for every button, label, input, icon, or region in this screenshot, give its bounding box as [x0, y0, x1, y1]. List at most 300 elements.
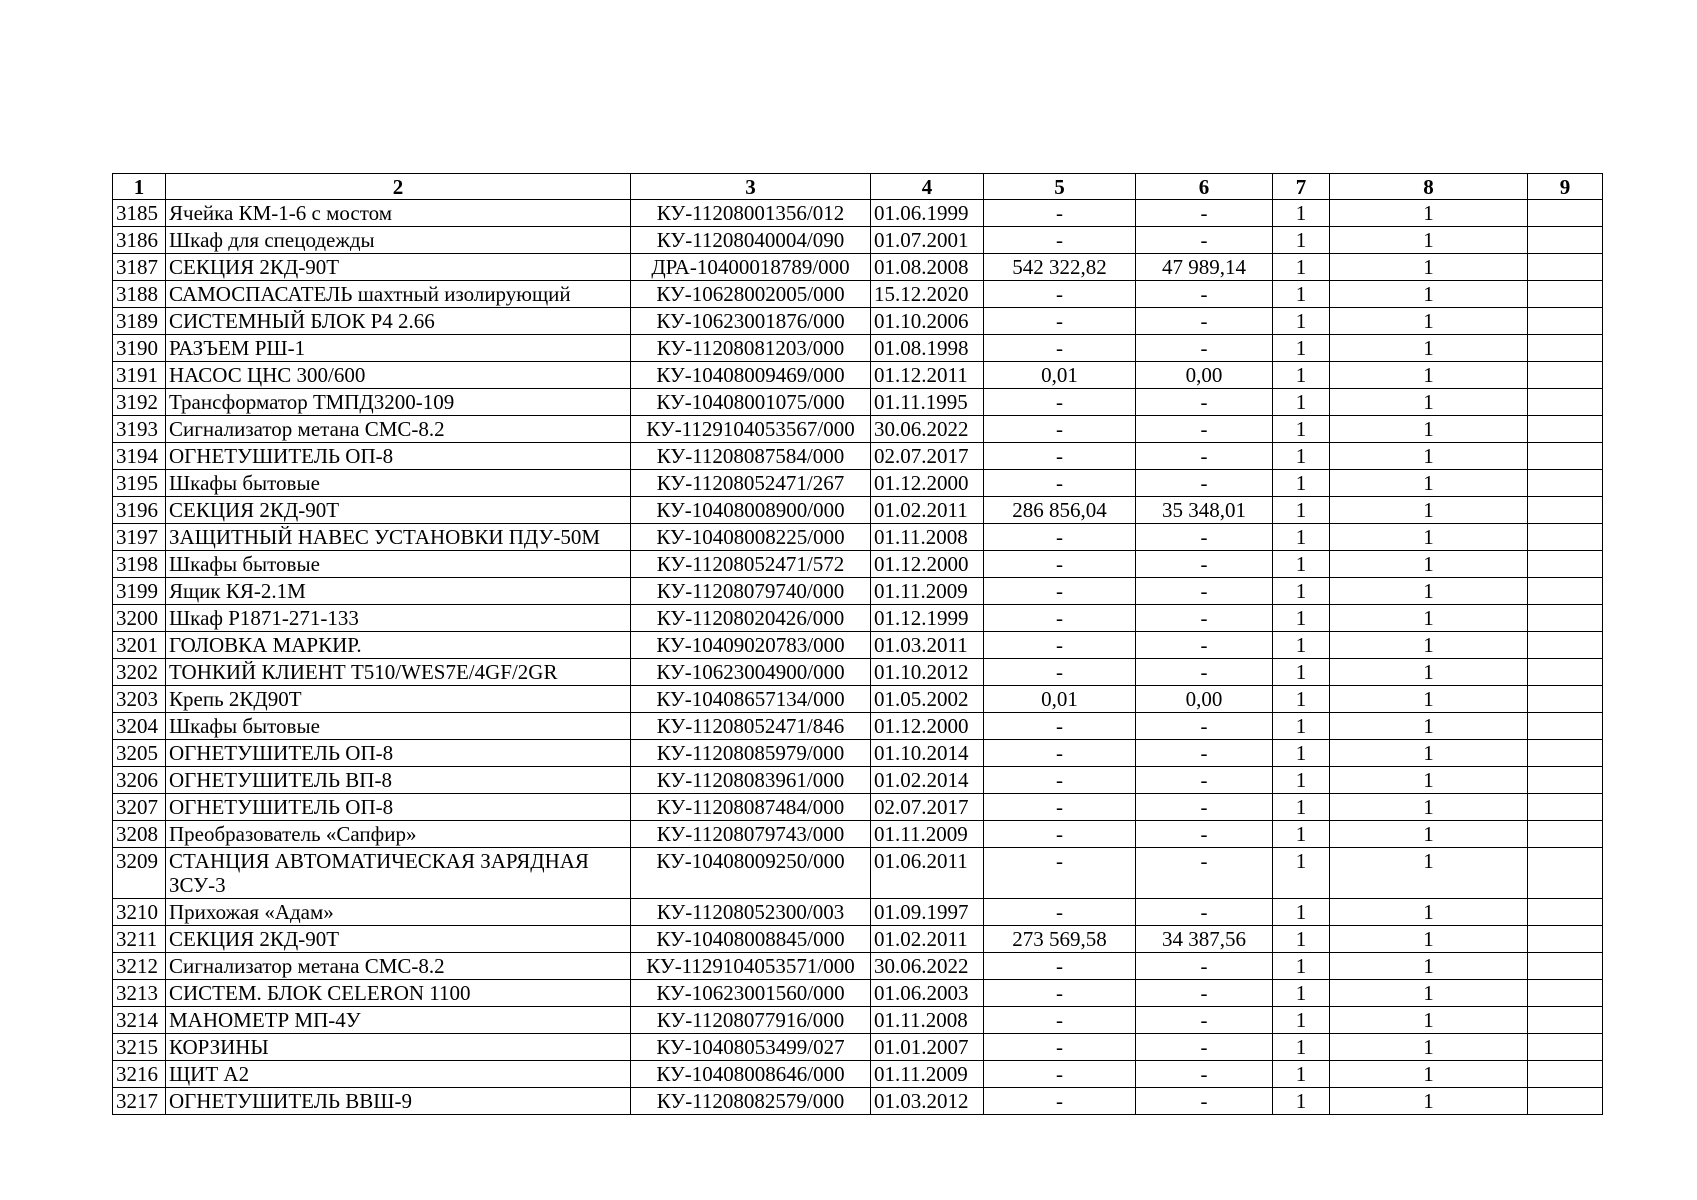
value-col-8: 1 — [1330, 416, 1528, 443]
value-col-7: 1 — [1273, 1061, 1330, 1088]
date: 15.12.2020 — [871, 281, 984, 308]
value-col-9 — [1528, 389, 1603, 416]
item-name: РАЗЪЕМ РШ-1 — [166, 335, 631, 362]
value-col-6: - — [1136, 443, 1273, 470]
value-col-7: 1 — [1273, 443, 1330, 470]
value-col-5: - — [984, 416, 1136, 443]
column-header: 5 — [984, 174, 1136, 200]
table-row — [113, 953, 1603, 980]
value-col-9 — [1528, 713, 1603, 740]
inventory-number: КУ-11208077916/000 — [631, 1007, 871, 1034]
value-col-7: 1 — [1273, 686, 1330, 713]
item-name: Шкаф для спецодежды — [166, 227, 631, 254]
value-col-5: - — [984, 605, 1136, 632]
date: 01.02.2011 — [871, 926, 984, 953]
value-col-6: - — [1136, 794, 1273, 821]
row-number: 3187 — [113, 254, 166, 281]
value-col-9 — [1528, 848, 1603, 899]
row-number: 3210 — [113, 899, 166, 926]
value-col-9 — [1528, 659, 1603, 686]
value-col-8: 1 — [1330, 254, 1528, 281]
date: 01.02.2011 — [871, 497, 984, 524]
value-col-5: - — [984, 740, 1136, 767]
table-row — [113, 335, 1603, 362]
inventory-number: КУ-11208081203/000 — [631, 335, 871, 362]
value-col-8: 1 — [1330, 767, 1528, 794]
row-number: 3189 — [113, 308, 166, 335]
inventory-number: КУ-10623001560/000 — [631, 980, 871, 1007]
value-col-5: 286 856,04 — [984, 497, 1136, 524]
inventory-number: КУ-10408001075/000 — [631, 389, 871, 416]
value-col-8: 1 — [1330, 605, 1528, 632]
column-header: 2 — [166, 174, 631, 200]
inventory-number: КУ-10409020783/000 — [631, 632, 871, 659]
date: 01.07.2001 — [871, 227, 984, 254]
table-row — [113, 200, 1603, 227]
row-number: 3205 — [113, 740, 166, 767]
value-col-7: 1 — [1273, 524, 1330, 551]
value-col-9 — [1528, 254, 1603, 281]
row-number: 3195 — [113, 470, 166, 497]
value-col-8: 1 — [1330, 200, 1528, 227]
value-col-9 — [1528, 335, 1603, 362]
date: 30.06.2022 — [871, 953, 984, 980]
table-row — [113, 308, 1603, 335]
value-col-9 — [1528, 926, 1603, 953]
inventory-number: КУ-11208079743/000 — [631, 821, 871, 848]
value-col-7: 1 — [1273, 497, 1330, 524]
value-col-5: - — [984, 1061, 1136, 1088]
table-row — [113, 551, 1603, 578]
date: 01.11.2009 — [871, 1061, 984, 1088]
value-col-8: 1 — [1330, 1007, 1528, 1034]
item-name: Прихожая «Адам» — [166, 899, 631, 926]
inventory-number: КУ-10623001876/000 — [631, 308, 871, 335]
table-row — [113, 497, 1603, 524]
value-col-9 — [1528, 605, 1603, 632]
value-col-7: 1 — [1273, 632, 1330, 659]
value-col-5: - — [984, 659, 1136, 686]
column-header: 9 — [1528, 174, 1603, 200]
item-name: Крепь 2КД90Т — [166, 686, 631, 713]
value-col-5: - — [984, 713, 1136, 740]
inventory-number: КУ-10623004900/000 — [631, 659, 871, 686]
date: 01.11.2008 — [871, 524, 984, 551]
row-number: 3192 — [113, 389, 166, 416]
item-name: СИСТЕМ. БЛОК CELERON 1100 — [166, 980, 631, 1007]
date: 01.11.2008 — [871, 1007, 984, 1034]
value-col-8: 1 — [1330, 686, 1528, 713]
date: 01.10.2014 — [871, 740, 984, 767]
value-col-6: - — [1136, 1034, 1273, 1061]
row-number: 3204 — [113, 713, 166, 740]
inventory-number: КУ-10628002005/000 — [631, 281, 871, 308]
item-name: Шкаф Р1871-271-133 — [166, 605, 631, 632]
row-number: 3188 — [113, 281, 166, 308]
value-col-6: - — [1136, 416, 1273, 443]
row-number: 3212 — [113, 953, 166, 980]
value-col-7: 1 — [1273, 740, 1330, 767]
value-col-7: 1 — [1273, 227, 1330, 254]
value-col-6: - — [1136, 632, 1273, 659]
inventory-number: КУ-11208052471/846 — [631, 713, 871, 740]
value-col-8: 1 — [1330, 497, 1528, 524]
value-col-8: 1 — [1330, 578, 1528, 605]
value-col-7: 1 — [1273, 848, 1330, 899]
inventory-number: КУ-11208052300/003 — [631, 899, 871, 926]
column-header: 6 — [1136, 174, 1273, 200]
item-name: Шкафы бытовые — [166, 713, 631, 740]
value-col-9 — [1528, 794, 1603, 821]
table-row — [113, 1088, 1603, 1115]
value-col-5: - — [984, 821, 1136, 848]
date: 01.11.1995 — [871, 389, 984, 416]
date: 01.12.1999 — [871, 605, 984, 632]
date: 01.12.2000 — [871, 713, 984, 740]
item-name: Сигнализатор метана СМС-8.2 — [166, 416, 631, 443]
date: 01.06.1999 — [871, 200, 984, 227]
item-name: КОРЗИНЫ — [166, 1034, 631, 1061]
value-col-5: - — [984, 281, 1136, 308]
item-name: Шкафы бытовые — [166, 470, 631, 497]
item-name: НАСОС ЦНС 300/600 — [166, 362, 631, 389]
value-col-6: - — [1136, 713, 1273, 740]
value-col-9 — [1528, 632, 1603, 659]
value-col-8: 1 — [1330, 335, 1528, 362]
row-number: 3202 — [113, 659, 166, 686]
inventory-table-container — [112, 173, 1602, 1115]
table-row — [113, 524, 1603, 551]
value-col-5: - — [984, 980, 1136, 1007]
item-name: ЗАЩИТНЫЙ НАВЕС УСТАНОВКИ ПДУ-50М — [166, 524, 631, 551]
value-col-6: - — [1136, 953, 1273, 980]
inventory-number: КУ-10408008646/000 — [631, 1061, 871, 1088]
table-row — [113, 1007, 1603, 1034]
row-number: 3208 — [113, 821, 166, 848]
table-row — [113, 605, 1603, 632]
inventory-number: КУ-10408053499/027 — [631, 1034, 871, 1061]
value-col-6: - — [1136, 200, 1273, 227]
date: 01.08.1998 — [871, 335, 984, 362]
value-col-8: 1 — [1330, 740, 1528, 767]
table-row — [113, 713, 1603, 740]
value-col-9 — [1528, 497, 1603, 524]
date: 01.06.2011 — [871, 848, 984, 899]
table-row — [113, 227, 1603, 254]
value-col-6: - — [1136, 899, 1273, 926]
date: 02.07.2017 — [871, 794, 984, 821]
table-row — [113, 899, 1603, 926]
inventory-number: КУ-1129104053571/000 — [631, 953, 871, 980]
row-number: 3198 — [113, 551, 166, 578]
row-number: 3186 — [113, 227, 166, 254]
table-row — [113, 686, 1603, 713]
table-row — [113, 794, 1603, 821]
table-row — [113, 926, 1603, 953]
inventory-number: КУ-11208079740/000 — [631, 578, 871, 605]
value-col-7: 1 — [1273, 362, 1330, 389]
table-row — [113, 1034, 1603, 1061]
inventory-number: КУ-11208082579/000 — [631, 1088, 871, 1115]
item-name: СЕКЦИЯ 2КД-90Т — [166, 926, 631, 953]
value-col-9 — [1528, 362, 1603, 389]
value-col-6: 34 387,56 — [1136, 926, 1273, 953]
table-row — [113, 254, 1603, 281]
value-col-8: 1 — [1330, 1034, 1528, 1061]
value-col-6: - — [1136, 980, 1273, 1007]
value-col-6: 0,00 — [1136, 686, 1273, 713]
inventory-number: КУ-1129104053567/000 — [631, 416, 871, 443]
value-col-5: - — [984, 470, 1136, 497]
row-number: 3216 — [113, 1061, 166, 1088]
date: 01.01.2007 — [871, 1034, 984, 1061]
value-col-5: - — [984, 1088, 1136, 1115]
item-name: МАНОМЕТР МП-4У — [166, 1007, 631, 1034]
value-col-6: - — [1136, 767, 1273, 794]
value-col-9 — [1528, 416, 1603, 443]
value-col-6: - — [1136, 335, 1273, 362]
value-col-9 — [1528, 1088, 1603, 1115]
date: 01.02.2014 — [871, 767, 984, 794]
header-row — [113, 174, 1603, 200]
value-col-5: - — [984, 551, 1136, 578]
value-col-8: 1 — [1330, 551, 1528, 578]
item-name: ОГНЕТУШИТЕЛЬ ВП-8 — [166, 767, 631, 794]
value-col-9 — [1528, 821, 1603, 848]
item-name: Трансформатор ТМПД3200-109 — [166, 389, 631, 416]
date: 01.03.2012 — [871, 1088, 984, 1115]
item-name: СЕКЦИЯ 2КД-90Т — [166, 497, 631, 524]
value-col-8: 1 — [1330, 524, 1528, 551]
value-col-5: - — [984, 443, 1136, 470]
table-row — [113, 1061, 1603, 1088]
item-name: Шкафы бытовые — [166, 551, 631, 578]
table-row — [113, 416, 1603, 443]
table-row — [113, 281, 1603, 308]
table-row — [113, 362, 1603, 389]
value-col-6: - — [1136, 227, 1273, 254]
row-number: 3201 — [113, 632, 166, 659]
value-col-5: - — [984, 794, 1136, 821]
value-col-7: 1 — [1273, 794, 1330, 821]
value-col-8: 1 — [1330, 1061, 1528, 1088]
value-col-7: 1 — [1273, 389, 1330, 416]
value-col-9 — [1528, 524, 1603, 551]
value-col-9 — [1528, 200, 1603, 227]
row-number: 3200 — [113, 605, 166, 632]
row-number: 3215 — [113, 1034, 166, 1061]
value-col-7: 1 — [1273, 767, 1330, 794]
value-col-8: 1 — [1330, 794, 1528, 821]
value-col-5: - — [984, 308, 1136, 335]
value-col-7: 1 — [1273, 1088, 1330, 1115]
date: 01.12.2000 — [871, 551, 984, 578]
value-col-6: - — [1136, 605, 1273, 632]
inventory-number: КУ-11208087484/000 — [631, 794, 871, 821]
table-row — [113, 659, 1603, 686]
inventory-number: ДРА-10400018789/000 — [631, 254, 871, 281]
row-number: 3217 — [113, 1088, 166, 1115]
date: 01.06.2003 — [871, 980, 984, 1007]
value-col-8: 1 — [1330, 227, 1528, 254]
value-col-9 — [1528, 980, 1603, 1007]
table-row — [113, 848, 1603, 899]
value-col-6: - — [1136, 524, 1273, 551]
row-number: 3190 — [113, 335, 166, 362]
value-col-6: 35 348,01 — [1136, 497, 1273, 524]
value-col-8: 1 — [1330, 281, 1528, 308]
inventory-number: КУ-10408008845/000 — [631, 926, 871, 953]
value-col-8: 1 — [1330, 848, 1528, 899]
inventory-number: КУ-11208040004/090 — [631, 227, 871, 254]
value-col-7: 1 — [1273, 659, 1330, 686]
value-col-8: 1 — [1330, 821, 1528, 848]
inventory-number: КУ-10408009469/000 — [631, 362, 871, 389]
value-col-6: - — [1136, 578, 1273, 605]
row-number: 3203 — [113, 686, 166, 713]
table-row — [113, 389, 1603, 416]
value-col-5: - — [984, 227, 1136, 254]
item-name: ОГНЕТУШИТЕЛЬ ОП-8 — [166, 794, 631, 821]
item-name: ТОНКИЙ КЛИЕНТ Т510/WES7E/4GF/2GR — [166, 659, 631, 686]
column-header: 7 — [1273, 174, 1330, 200]
value-col-8: 1 — [1330, 308, 1528, 335]
value-col-9 — [1528, 1034, 1603, 1061]
row-number: 3213 — [113, 980, 166, 1007]
inventory-number: КУ-11208087584/000 — [631, 443, 871, 470]
date: 01.12.2011 — [871, 362, 984, 389]
value-col-8: 1 — [1330, 443, 1528, 470]
table-row — [113, 821, 1603, 848]
value-col-5: 0,01 — [984, 362, 1136, 389]
inventory-table — [112, 173, 1603, 1115]
value-col-7: 1 — [1273, 605, 1330, 632]
row-number: 3214 — [113, 1007, 166, 1034]
value-col-6: - — [1136, 821, 1273, 848]
value-col-9 — [1528, 443, 1603, 470]
table-row — [113, 740, 1603, 767]
value-col-7: 1 — [1273, 1007, 1330, 1034]
date: 01.03.2011 — [871, 632, 984, 659]
value-col-8: 1 — [1330, 659, 1528, 686]
value-col-7: 1 — [1273, 821, 1330, 848]
value-col-6: - — [1136, 308, 1273, 335]
value-col-8: 1 — [1330, 362, 1528, 389]
value-col-9 — [1528, 1007, 1603, 1034]
inventory-number: КУ-10408008225/000 — [631, 524, 871, 551]
value-col-5: 0,01 — [984, 686, 1136, 713]
inventory-number: КУ-11208020426/000 — [631, 605, 871, 632]
value-col-5: - — [984, 200, 1136, 227]
inventory-number: КУ-10408009250/000 — [631, 848, 871, 899]
value-col-8: 1 — [1330, 389, 1528, 416]
value-col-6: - — [1136, 740, 1273, 767]
value-col-5: - — [984, 953, 1136, 980]
value-col-9 — [1528, 740, 1603, 767]
row-number: 3194 — [113, 443, 166, 470]
value-col-9 — [1528, 899, 1603, 926]
value-col-6: - — [1136, 848, 1273, 899]
row-number: 3196 — [113, 497, 166, 524]
inventory-number: КУ-11208085979/000 — [631, 740, 871, 767]
value-col-5: - — [984, 848, 1136, 899]
date: 01.11.2009 — [871, 578, 984, 605]
value-col-9 — [1528, 227, 1603, 254]
column-header: 4 — [871, 174, 984, 200]
date: 01.10.2012 — [871, 659, 984, 686]
item-name: Ящик КЯ-2.1М — [166, 578, 631, 605]
item-name: Сигнализатор метана СМС-8.2 — [166, 953, 631, 980]
value-col-9 — [1528, 578, 1603, 605]
value-col-8: 1 — [1330, 926, 1528, 953]
inventory-number: КУ-10408657134/000 — [631, 686, 871, 713]
value-col-7: 1 — [1273, 200, 1330, 227]
value-col-7: 1 — [1273, 470, 1330, 497]
row-number: 3206 — [113, 767, 166, 794]
item-name: СИСТЕМНЫЙ БЛОК Р4 2.66 — [166, 308, 631, 335]
value-col-9 — [1528, 470, 1603, 497]
value-col-9 — [1528, 686, 1603, 713]
table-row — [113, 470, 1603, 497]
value-col-7: 1 — [1273, 308, 1330, 335]
row-number: 3197 — [113, 524, 166, 551]
value-col-7: 1 — [1273, 1034, 1330, 1061]
value-col-6: - — [1136, 389, 1273, 416]
value-col-5: 542 322,82 — [984, 254, 1136, 281]
inventory-number: КУ-11208001356/012 — [631, 200, 871, 227]
value-col-5: - — [984, 899, 1136, 926]
item-name: САМОСПАСАТЕЛЬ шахтный изолирующий — [166, 281, 631, 308]
value-col-5: - — [984, 335, 1136, 362]
inventory-number: КУ-11208052471/572 — [631, 551, 871, 578]
value-col-9 — [1528, 953, 1603, 980]
value-col-7: 1 — [1273, 416, 1330, 443]
value-col-6: - — [1136, 659, 1273, 686]
date: 02.07.2017 — [871, 443, 984, 470]
value-col-5: 273 569,58 — [984, 926, 1136, 953]
date: 01.10.2006 — [871, 308, 984, 335]
value-col-7: 1 — [1273, 551, 1330, 578]
table-row — [113, 767, 1603, 794]
value-col-9 — [1528, 1061, 1603, 1088]
row-number: 3193 — [113, 416, 166, 443]
column-header: 1 — [113, 174, 166, 200]
row-number: 3185 — [113, 200, 166, 227]
value-col-6: 47 989,14 — [1136, 254, 1273, 281]
value-col-7: 1 — [1273, 281, 1330, 308]
date: 01.08.2008 — [871, 254, 984, 281]
row-number: 3207 — [113, 794, 166, 821]
column-header: 8 — [1330, 174, 1528, 200]
value-col-6: - — [1136, 281, 1273, 308]
value-col-7: 1 — [1273, 899, 1330, 926]
value-col-8: 1 — [1330, 713, 1528, 740]
item-name: СЕКЦИЯ 2КД-90Т — [166, 254, 631, 281]
value-col-6: 0,00 — [1136, 362, 1273, 389]
item-name: ОГНЕТУШИТЕЛЬ ВВШ-9 — [166, 1088, 631, 1115]
value-col-5: - — [984, 389, 1136, 416]
value-col-9 — [1528, 308, 1603, 335]
inventory-number: КУ-11208083961/000 — [631, 767, 871, 794]
date: 01.09.1997 — [871, 899, 984, 926]
item-name: ОГНЕТУШИТЕЛЬ ОП-8 — [166, 740, 631, 767]
value-col-5: - — [984, 1034, 1136, 1061]
value-col-6: - — [1136, 1061, 1273, 1088]
value-col-9 — [1528, 767, 1603, 794]
value-col-8: 1 — [1330, 1088, 1528, 1115]
item-name: Ячейка КМ-1-6 с мостом — [166, 200, 631, 227]
value-col-5: - — [984, 578, 1136, 605]
